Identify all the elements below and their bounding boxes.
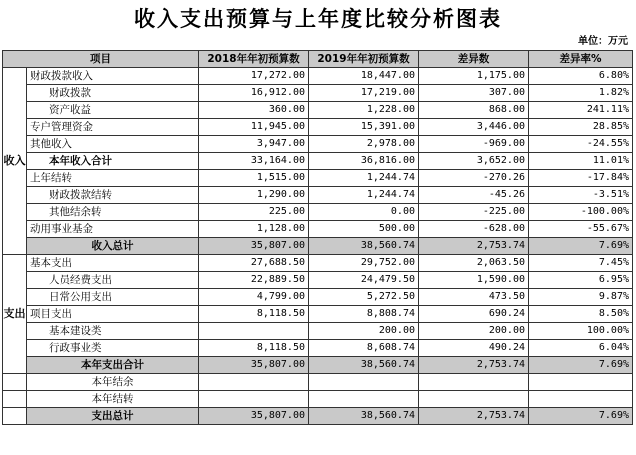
- cell-2019: 29,752.00: [309, 255, 419, 272]
- table-row-total: [3, 357, 633, 374]
- cell-rate: [529, 391, 633, 408]
- cell-2018: 1,290.00: [199, 187, 309, 204]
- cell-diff: 2,753.74: [419, 357, 529, 374]
- cell-diff: 1,590.00: [419, 272, 529, 289]
- cell-2018: 1,515.00: [199, 170, 309, 187]
- cell-2018: 11,945.00: [199, 119, 309, 136]
- cell-2019: 200.00: [309, 323, 419, 340]
- row-label: 基本支出: [27, 255, 199, 272]
- row-label: 本年支出合计: [27, 357, 199, 374]
- unit-label: 单位：万元: [578, 36, 628, 47]
- row-label: 其他收入: [27, 136, 199, 153]
- cell-rate: -3.51%: [529, 187, 633, 204]
- cell-2019: [309, 374, 419, 391]
- cell-2019: 17,219.00: [309, 85, 419, 102]
- cell-diff: 690.24: [419, 306, 529, 323]
- cell-2018: 4,799.00: [199, 289, 309, 306]
- cell-diff: -270.26: [419, 170, 529, 187]
- cell-diff: [419, 391, 529, 408]
- table-row: [3, 391, 633, 408]
- cell-rate: 6.80%: [529, 68, 633, 85]
- table-row: [3, 85, 633, 102]
- row-label: 财政拨款: [27, 85, 199, 102]
- table-row: [3, 136, 633, 153]
- cell-diff: -628.00: [419, 221, 529, 238]
- cell-2019: 38,560.74: [309, 357, 419, 374]
- table-row-total: [3, 238, 633, 255]
- cell-2018: 35,807.00: [199, 357, 309, 374]
- table-row: [3, 272, 633, 289]
- table-row: [3, 119, 633, 136]
- cell-2019: 15,391.00: [309, 119, 419, 136]
- cell-diff: -225.00: [419, 204, 529, 221]
- cell-diff: 2,753.74: [419, 408, 529, 425]
- budget-comparison-table: [2, 50, 633, 425]
- cell-2018: 33,164.00: [199, 153, 309, 170]
- cell-2018: 35,807.00: [199, 408, 309, 425]
- cell-rate: -55.67%: [529, 221, 633, 238]
- cell-rate: 8.50%: [529, 306, 633, 323]
- cell-diff: 473.50: [419, 289, 529, 306]
- cell-2019: 38,560.74: [309, 238, 419, 255]
- cell-2018: 8,118.50: [199, 340, 309, 357]
- table-row: [3, 68, 633, 85]
- cell-2018: 360.00: [199, 102, 309, 119]
- table-row: [3, 306, 633, 323]
- cell-diff: 3,652.00: [419, 153, 529, 170]
- row-label: 支出总计: [27, 408, 199, 425]
- cell-diff: 868.00: [419, 102, 529, 119]
- table-row: [3, 153, 633, 170]
- cell-diff: [419, 374, 529, 391]
- row-label: 本年收入合计: [27, 153, 199, 170]
- row-label: 项目支出: [27, 306, 199, 323]
- cell-2019: 2,978.00: [309, 136, 419, 153]
- row-label: 日常公用支出: [27, 289, 199, 306]
- cell-rate: 11.01%: [529, 153, 633, 170]
- page-title: 收入支出预算与上年度比较分析图表: [134, 6, 502, 31]
- header-item: 项目: [3, 51, 199, 68]
- cell-diff: 2,753.74: [419, 238, 529, 255]
- cell-rate: -100.00%: [529, 204, 633, 221]
- cell-rate: 7.69%: [529, 238, 633, 255]
- cell-2019: 1,228.00: [309, 102, 419, 119]
- table-row: [3, 204, 633, 221]
- table-row: [3, 102, 633, 119]
- table-row: [3, 255, 633, 272]
- cell-2019: 1,244.74: [309, 170, 419, 187]
- cell-rate: 100.00%: [529, 323, 633, 340]
- row-label: 财政拨款结转: [27, 187, 199, 204]
- cell-2019: 8,808.74: [309, 306, 419, 323]
- header-diff: 差异数: [419, 51, 529, 68]
- row-label: 专户管理资金: [27, 119, 199, 136]
- row-label: 收入总计: [27, 238, 199, 255]
- row-label: 基本建设类: [27, 323, 199, 340]
- cell-rate: 7.45%: [529, 255, 633, 272]
- cell-diff: 200.00: [419, 323, 529, 340]
- cell-rate: 6.95%: [529, 272, 633, 289]
- row-label: 资产收益: [27, 102, 199, 119]
- row-label: 人员经费支出: [27, 272, 199, 289]
- cell-2019: 18,447.00: [309, 68, 419, 85]
- cell-diff: 2,063.50: [419, 255, 529, 272]
- header-2018: 2018年年初预算数: [199, 51, 309, 68]
- cell-2018: 17,272.00: [199, 68, 309, 85]
- cell-rate: 7.69%: [529, 357, 633, 374]
- cell-2018: 3,947.00: [199, 136, 309, 153]
- table-row: [3, 170, 633, 187]
- cell-rate: -24.55%: [529, 136, 633, 153]
- cell-2019: 24,479.50: [309, 272, 419, 289]
- table-row: [3, 323, 633, 340]
- cell-rate: 7.69%: [529, 408, 633, 425]
- table-row-total: [3, 408, 633, 425]
- cell-diff: 1,175.00: [419, 68, 529, 85]
- cell-2019: 500.00: [309, 221, 419, 238]
- cell-rate: -17.84%: [529, 170, 633, 187]
- cell-2019: 8,608.74: [309, 340, 419, 357]
- cell-2019: [309, 391, 419, 408]
- side-label-expense: 支出: [3, 255, 27, 374]
- row-label: 行政事业类: [27, 340, 199, 357]
- row-label: 本年结转: [27, 391, 199, 408]
- table-row: [3, 374, 633, 391]
- cell-2018: [199, 323, 309, 340]
- cell-diff: -969.00: [419, 136, 529, 153]
- table-header-row: [3, 51, 633, 68]
- cell-2018: 16,912.00: [199, 85, 309, 102]
- row-label: 其他结余转: [27, 204, 199, 221]
- cell-2018: 22,889.50: [199, 272, 309, 289]
- cell-rate: [529, 374, 633, 391]
- cell-2018: 1,128.00: [199, 221, 309, 238]
- cell-diff: 307.00: [419, 85, 529, 102]
- row-label: 动用事业基金: [27, 221, 199, 238]
- cell-rate: 1.82%: [529, 85, 633, 102]
- cell-2018: 225.00: [199, 204, 309, 221]
- table-row: [3, 289, 633, 306]
- cell-2018: 35,807.00: [199, 238, 309, 255]
- cell-2019: 36,816.00: [309, 153, 419, 170]
- cell-2018: [199, 391, 309, 408]
- header-2019: 2019年年初预算数: [309, 51, 419, 68]
- cell-diff: -45.26: [419, 187, 529, 204]
- cell-diff: 3,446.00: [419, 119, 529, 136]
- cell-2019: 5,272.50: [309, 289, 419, 306]
- side-empty-cell: [3, 374, 27, 391]
- side-empty-cell: [3, 391, 27, 408]
- row-label: 本年结余: [27, 374, 199, 391]
- cell-diff: 490.24: [419, 340, 529, 357]
- cell-rate: 9.87%: [529, 289, 633, 306]
- row-label: 上年结转: [27, 170, 199, 187]
- cell-2019: 0.00: [309, 204, 419, 221]
- row-label: 财政拨款收入: [27, 68, 199, 85]
- side-label-income: 收入: [3, 68, 27, 255]
- table-row: [3, 340, 633, 357]
- cell-2019: 1,244.74: [309, 187, 419, 204]
- cell-rate: 241.11%: [529, 102, 633, 119]
- cell-rate: 6.04%: [529, 340, 633, 357]
- cell-2018: 27,688.50: [199, 255, 309, 272]
- cell-rate: 28.85%: [529, 119, 633, 136]
- side-empty-cell: [3, 408, 27, 425]
- header-rate: 差异率%: [529, 51, 633, 68]
- table-row: [3, 221, 633, 238]
- cell-2018: [199, 374, 309, 391]
- cell-2018: 8,118.50: [199, 306, 309, 323]
- table-row: [3, 187, 633, 204]
- cell-2019: 38,560.74: [309, 408, 419, 425]
